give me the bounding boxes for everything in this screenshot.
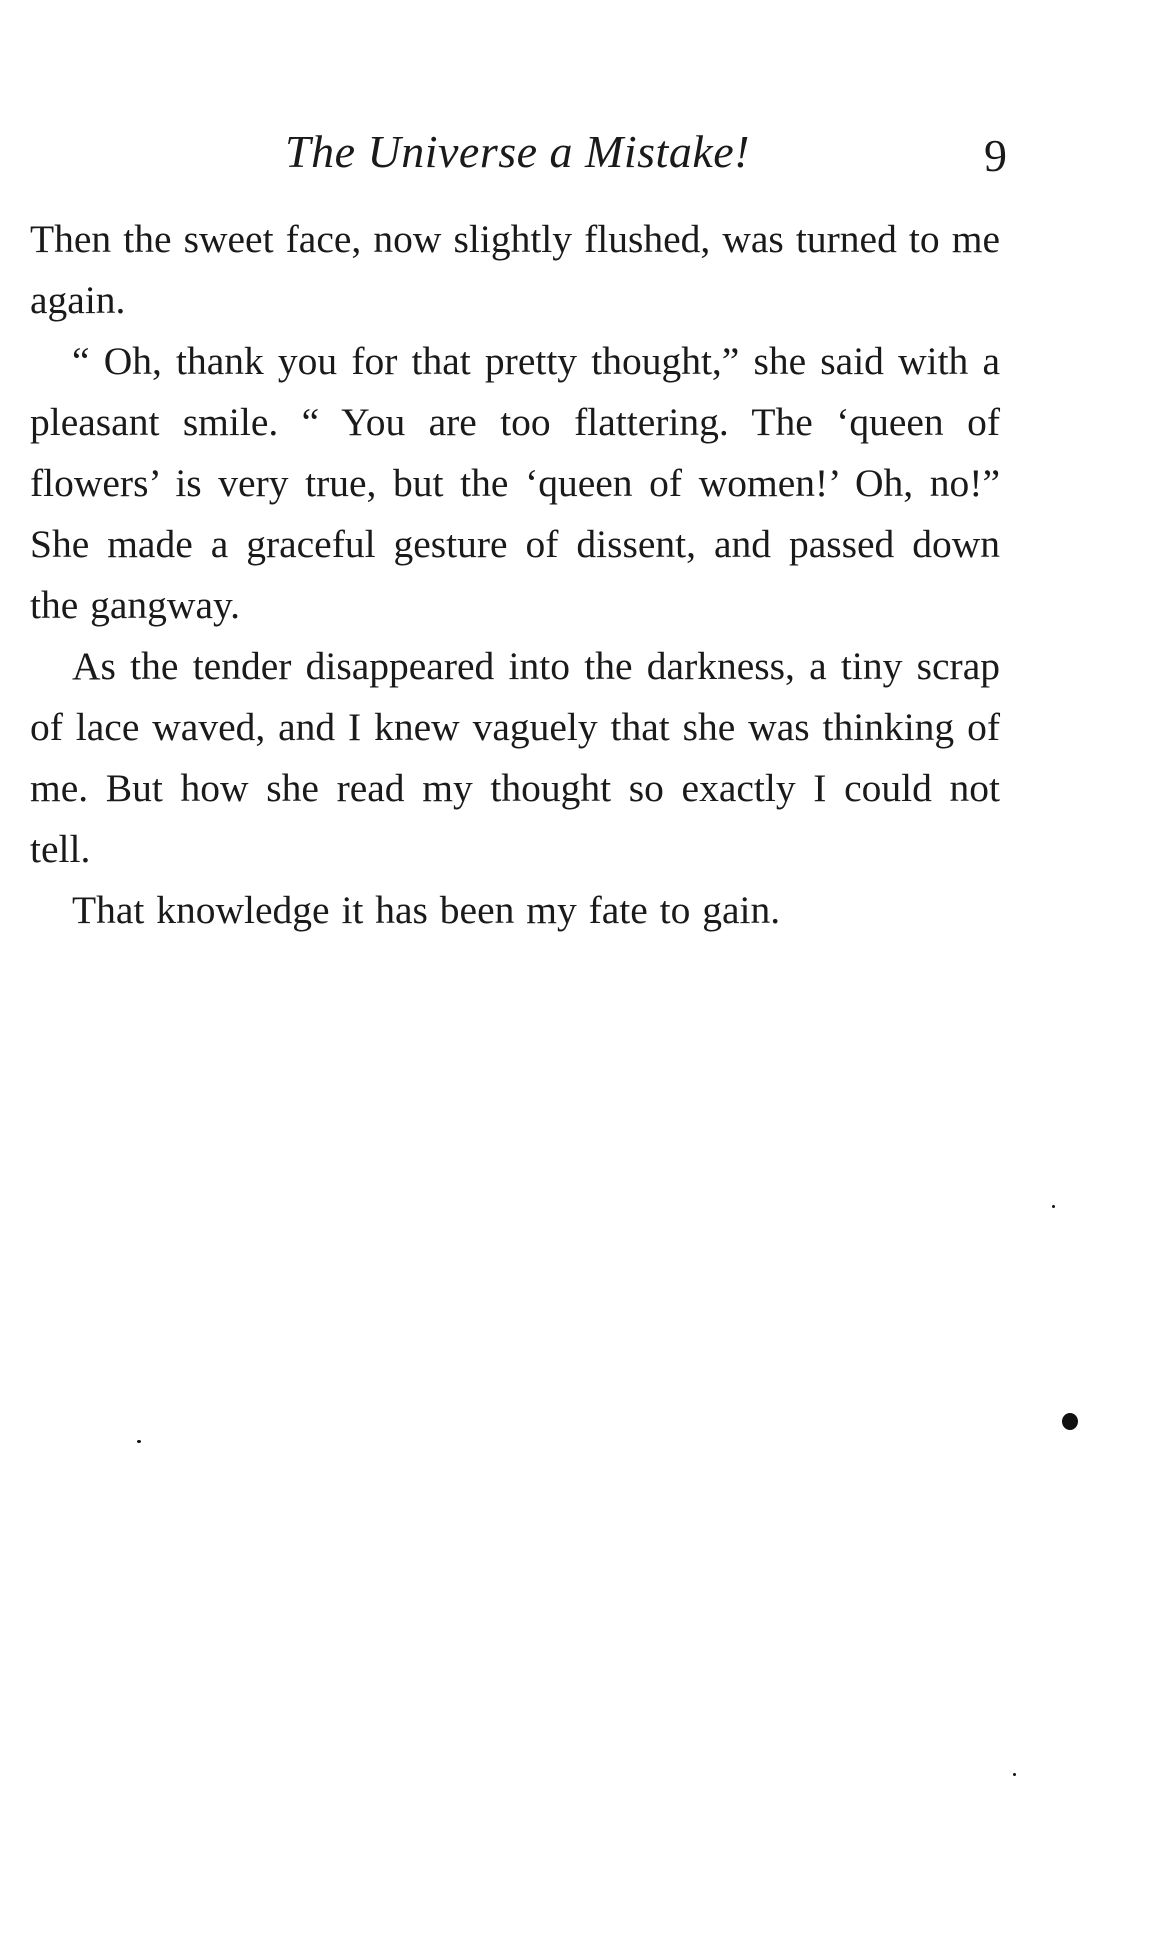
running-title: The Universe a Mistake! — [285, 126, 750, 177]
paragraph-1: Then the sweet face, now slightly flushed, was turned to me again. — [30, 217, 1000, 322]
ink-speck — [1062, 1413, 1078, 1430]
paragraph-4: That knowledge it has been my fate to gain. — [72, 888, 781, 932]
ink-speck — [1013, 1773, 1016, 1776]
paragraph-3: As the tender disappeared into the darkness, a tiny scrap of lace waved, and I knew vaguely that she was thinking of me. But how she read my thought so exactly I could not tell. — [30, 644, 1000, 871]
ink-speck — [1052, 1205, 1055, 1208]
page-number: 9 — [984, 130, 1007, 181]
body-text — [30, 209, 1000, 941]
ink-speck — [137, 1440, 141, 1443]
paragraph-2: “ Oh, thank you for that pretty thought,” she said with a pleasant smile. “ You are too flattering. The ‘queen of flowers’ is very true, but the ‘queen of women!’ Oh, no!” She made a graceful gesture of dissent, and passed down the gangway. — [30, 339, 1000, 627]
running-head — [30, 122, 1005, 182]
